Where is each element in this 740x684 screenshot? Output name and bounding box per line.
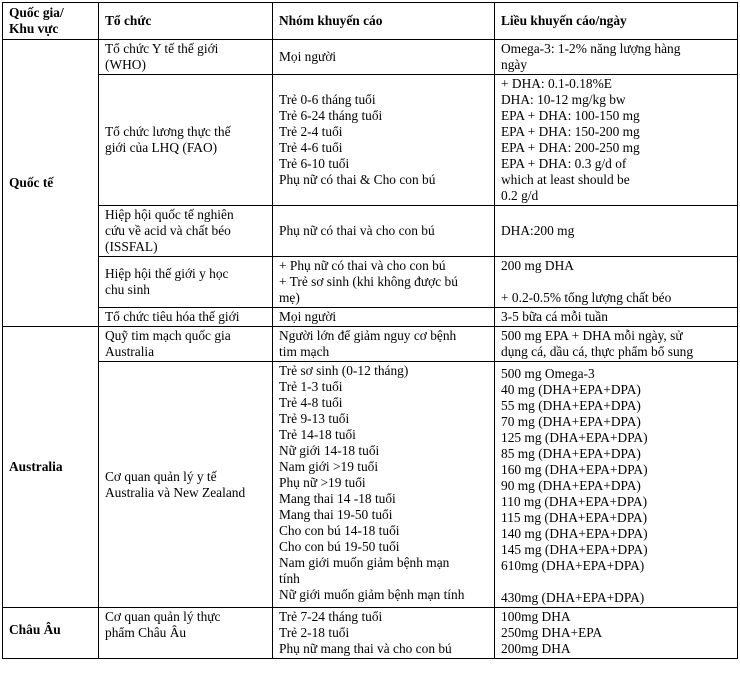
group-nz-item: Nam giới muốn giảm bệnh mạn: [279, 555, 450, 570]
org-heart-line2: Australia: [105, 344, 155, 359]
group-nz-item: Nữ giới muốn giảm bệnh mạn tính: [279, 587, 465, 602]
org-heart: [99, 327, 273, 362]
org-who-line1: Tổ chức Y tế thế giới: [105, 41, 219, 56]
region-australia: Australia: [3, 327, 99, 608]
dose-nz-item: 90 mg (DHA+EPA+DPA): [501, 478, 641, 493]
org-efsa-line1: Cơ quan quản lý thực: [105, 609, 221, 624]
group-nz-item: Nam giới >19 tuổi: [279, 459, 379, 474]
dose-efsa-item: 250mg DHA+EPA: [501, 625, 603, 640]
group-fao-item: Trẻ 4-6 tuổi: [279, 140, 343, 155]
group-fao-item: Phụ nữ có thai & Cho con bú: [279, 172, 436, 187]
group-nz-item: Nữ giới 14-18 tuổi: [279, 443, 380, 458]
group-nz-item: Cho con bú 14-18 tuổi: [279, 523, 400, 538]
group-efsa-item: Trẻ 2-18 tuổi: [279, 625, 350, 640]
dose-nz-item: 115 mg (DHA+EPA+DPA): [501, 510, 648, 525]
table-row-perinatal: [3, 257, 738, 308]
group-fao-item: Trẻ 6-10 tuổi: [279, 156, 350, 171]
dose-perinatal: [495, 257, 738, 308]
org-issfal-line3: (ISSFAL): [105, 239, 158, 254]
dose-heart: [495, 327, 738, 362]
org-who: [99, 40, 273, 75]
table-row-digest: [3, 308, 738, 327]
header-dose: Liều khuyến cáo/ngày: [495, 3, 738, 40]
table-row-fao: [3, 75, 738, 206]
group-nz-item: tính: [279, 571, 300, 586]
dose-nz-item: 55 mg (DHA+EPA+DPA): [501, 398, 641, 413]
dose-efsa-item: 100mg DHA: [501, 609, 571, 624]
dose-fao-item: EPA + DHA: 100-150 mg: [501, 108, 640, 123]
group-nz: [273, 362, 495, 608]
org-perinatal-line1: Hiệp hội thế giới y học: [105, 266, 229, 281]
group-nz-item: Trẻ 14-18 tuổi: [279, 427, 356, 442]
org-efsa-line2: phẩm Châu Âu: [105, 625, 187, 640]
org-issfal: [99, 206, 273, 257]
dose-nz-item: 430mg (DHA+EPA+DPA): [501, 590, 645, 605]
group-nz-item: Trẻ 4-8 tuổi: [279, 395, 343, 410]
org-fao-line1: Tổ chức lương thực thế: [105, 124, 231, 139]
header-row: [3, 3, 738, 40]
dose-nz-item: 610mg (DHA+EPA+DPA): [501, 558, 645, 573]
dose-fao-item: EPA + DHA: 0.3 g/d of: [501, 156, 627, 171]
header-region-line2: Khu vực: [9, 21, 59, 36]
dose-nz-item: 40 mg (DHA+EPA+DPA): [501, 382, 641, 397]
group-heart: [273, 327, 495, 362]
group-who: Mọi người: [273, 40, 495, 75]
group-issfal: Phụ nữ có thai và cho con bú: [273, 206, 495, 257]
org-who-line2: (WHO): [105, 57, 146, 72]
group-perinatal: [273, 257, 495, 308]
dose-nz-item: 110 mg (DHA+EPA+DPA): [501, 494, 648, 509]
table-row-who: [3, 40, 738, 75]
header-group: Nhóm khuyến cáo: [273, 3, 495, 40]
org-fao-line2: giới của LHQ (FAO): [105, 140, 218, 155]
group-perinatal-line2: + Trẻ sơ sinh (khi không được bú: [279, 274, 458, 289]
org-perinatal-line2: chu sinh: [105, 282, 151, 297]
group-fao-item: Trẻ 6-24 tháng tuổi: [279, 108, 383, 123]
org-nz-line1: Cơ quan quản lý y tế: [105, 468, 217, 484]
group-efsa-item: Phụ nữ mang thai và cho con bú: [279, 641, 452, 656]
dose-efsa-item: 200mg DHA: [501, 641, 571, 656]
group-nz-item: Cho con bú 19-50 tuổi: [279, 539, 400, 554]
group-fao-item: Trẻ 2-4 tuổi: [279, 124, 343, 139]
group-efsa-item: Trẻ 7-24 tháng tuổi: [279, 609, 383, 624]
dose-nz-item: 140 mg (DHA+EPA+DPA): [501, 526, 648, 541]
dose-heart-line2: dụng cá, dầu cá, thực phẩm bổ sung: [501, 344, 694, 359]
dose-who: [495, 40, 738, 75]
group-fao: [273, 75, 495, 206]
table-row-heart: [3, 327, 738, 362]
group-nz-item: Mang thai 19-50 tuổi: [279, 507, 393, 522]
group-heart-line2: tim mạch: [279, 344, 330, 359]
dose-nz-item: 160 mg (DHA+EPA+DPA): [501, 462, 648, 477]
group-perinatal-line1: + Phụ nữ có thai và cho con bú: [279, 258, 446, 273]
group-nz-item: Trẻ sơ sinh (0-12 tháng): [279, 363, 409, 378]
org-efsa: [99, 608, 273, 659]
org-fao: [99, 75, 273, 206]
dose-nz-item: 70 mg (DHA+EPA+DPA): [501, 414, 641, 429]
dose-nz: [495, 362, 738, 608]
dose-nz-item: 145 mg (DHA+EPA+DPA): [501, 542, 648, 557]
group-digest: Mọi người: [273, 308, 495, 327]
header-region: [3, 3, 99, 40]
recommendation-table: [2, 2, 738, 659]
org-nz: [99, 362, 273, 608]
group-perinatal-line3: mẹ): [279, 290, 300, 305]
table-row-issfal: [3, 206, 738, 257]
group-nz-item: Mang thai 14 -18 tuổi: [279, 491, 396, 506]
org-heart-line1: Quỹ tim mạch quốc gia: [105, 328, 231, 343]
dose-efsa: [495, 608, 738, 659]
dose-fao-item: + DHA: 0.1-0.18%E: [501, 76, 612, 91]
dose-nz-item: 125 mg (DHA+EPA+DPA): [501, 430, 648, 445]
group-efsa: [273, 608, 495, 659]
dose-fao-item: EPA + DHA: 200-250 mg: [501, 140, 640, 155]
region-international: Quốc tế: [3, 40, 99, 327]
org-digest: Tổ chức tiêu hóa thế giới: [99, 308, 273, 327]
dose-fao: [495, 75, 738, 206]
header-region-line1: Quốc gia/: [9, 5, 64, 20]
dose-digest: 3-5 bữa cá mỗi tuần: [495, 308, 738, 327]
dose-heart-line1: 500 mg EPA + DHA mỗi ngày, sử: [501, 328, 683, 343]
org-issfal-line1: Hiệp hội quốc tế nghiên: [105, 207, 234, 222]
header-organization: Tổ chức: [99, 3, 273, 40]
org-issfal-line2: cứu về acid và chất béo: [105, 223, 231, 238]
dose-fao-item: which at least should be: [501, 172, 630, 187]
dose-fao-item: DHA: 10-12 mg/kg bw: [501, 92, 626, 107]
dose-nz-item: 85 mg (DHA+EPA+DPA): [501, 446, 641, 461]
table-row-efsa: [3, 608, 738, 659]
dose-fao-item: EPA + DHA: 150-200 mg: [501, 124, 640, 139]
dose-perinatal-line1: 200 mg DHA: [501, 258, 574, 273]
group-nz-item: Phụ nữ >19 tuổi: [279, 475, 366, 490]
org-perinatal: [99, 257, 273, 308]
group-heart-line1: Người lớn để giảm nguy cơ bệnh: [279, 328, 457, 343]
group-nz-item: Trẻ 9-13 tuổi: [279, 411, 350, 426]
region-europe: Châu Âu: [3, 608, 99, 659]
group-fao-item: Trẻ 0-6 tháng tuổi: [279, 92, 376, 107]
dose-issfal: DHA:200 mg: [495, 206, 738, 257]
dose-who-line1: Omega-3: 1-2% năng lượng hàng: [501, 41, 681, 56]
dose-fao-item: 0.2 g/d: [501, 188, 539, 203]
org-nz-line2: Australia và New Zealand: [105, 484, 246, 500]
dose-who-line2: ngày: [501, 57, 528, 72]
group-nz-item: Trẻ 1-3 tuổi: [279, 379, 343, 394]
dose-perinatal-line2: + 0.2-0.5% tổng lượng chất béo: [501, 290, 672, 305]
table-row-nz: [3, 362, 738, 608]
dose-nz-item: 500 mg Omega-3: [501, 366, 595, 381]
